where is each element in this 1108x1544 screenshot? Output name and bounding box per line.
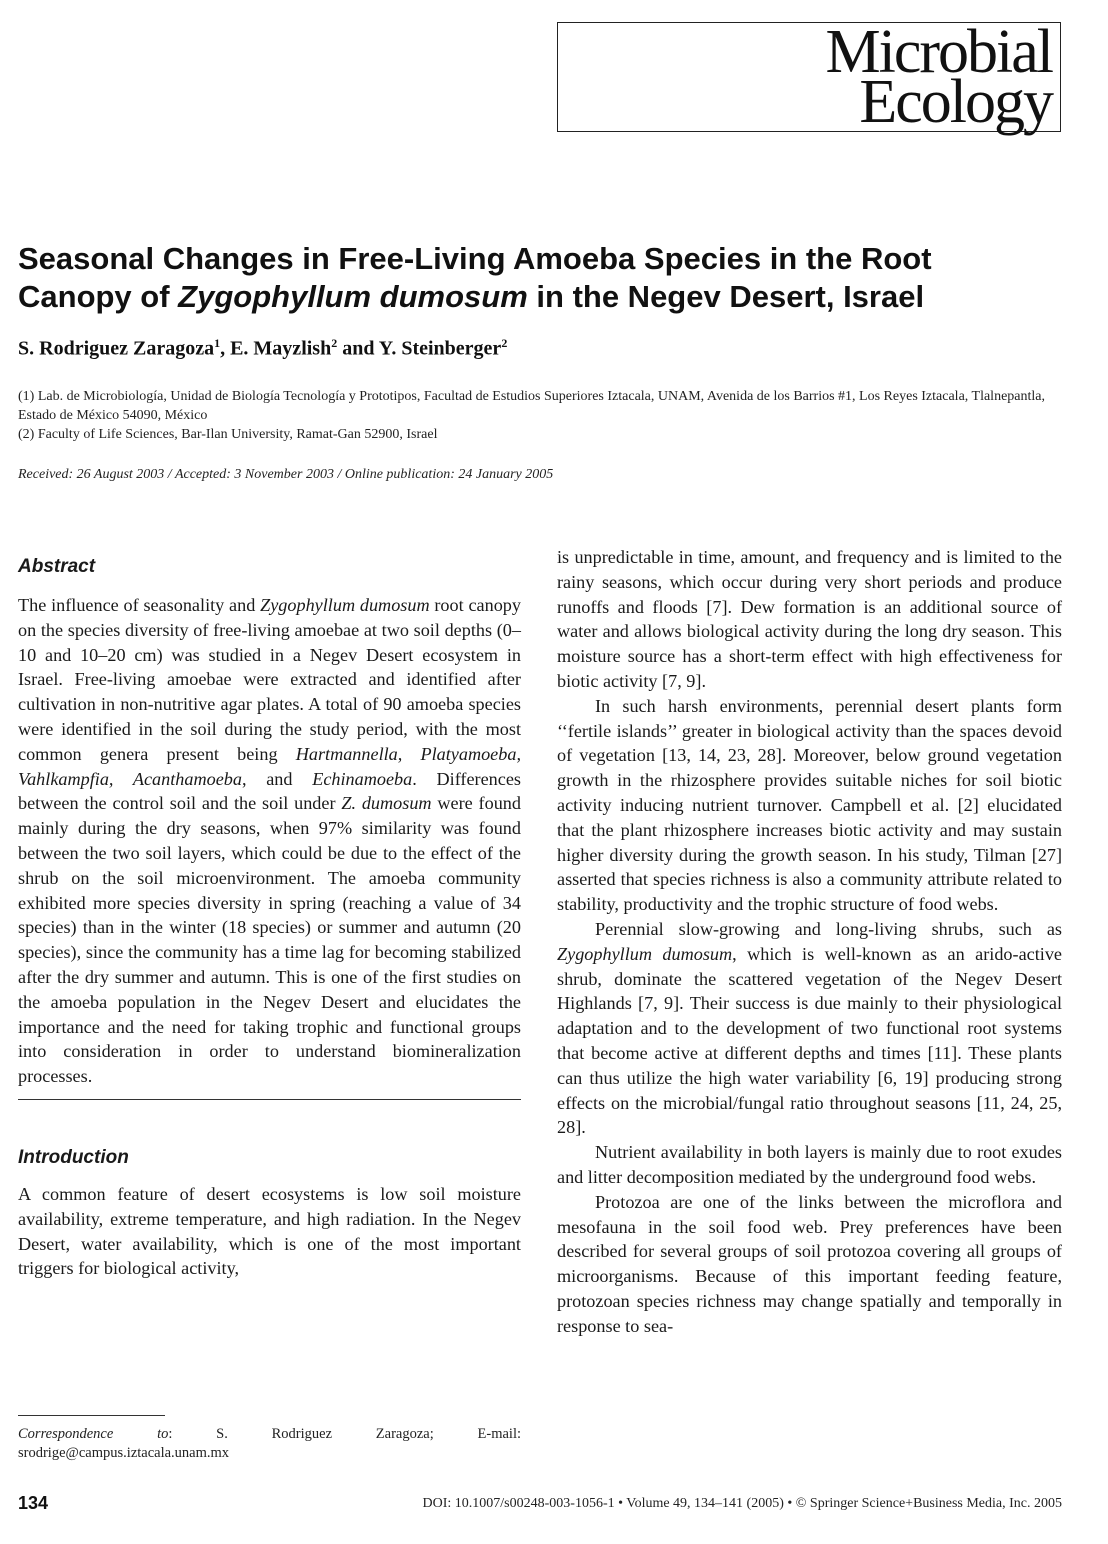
- affiliation-1: (1) Lab. de Microbiología, Unidad de Biología Tecnología y Prototipos, Facultad de Estudios Superiores Iztacala, UNAM, Avenida de los Barrios #1, Los Reyes Iztacala, Tlalnepantla, Estado de México 54090, México: [18, 389, 1045, 423]
- body-paragraph-3: [557, 917, 1062, 1140]
- author-3: Y. Steinberger: [378, 337, 502, 360]
- author-2: E. Mayzlish: [230, 337, 332, 360]
- article-title: [18, 240, 1078, 316]
- abstract-text: [18, 593, 521, 1089]
- author-1: S. Rodriguez Zaragoza: [18, 337, 215, 360]
- body-italic: Zygophyllum dumosum: [557, 943, 733, 964]
- body-paragraph-2: In such harsh environments, perennial desert plants form ‘‘fertile islands’’ greater in biological activity than the spaces devoid of vegetation [13, 14, 23, 28]. Moreover, below ground vegetation growth in the rhizosphere provides suitable niches for soil biotic activity inducing nutrient turnover. Campbell et al. [2] elucidated that the plant rhizosphere increases biotic activity and may sustain higher diversity during the growth season. In his study, Tilman [27] asserted that species richness is also a community attribute related to stability, productivity and the trophic structure of food webs.: [557, 695, 1062, 915]
- body-paragraph-5: Protozoa are one of the links between the microflora and mesofauna in the soil food web. Prey preferences have been described for several groups of soil protozoa covering all groups of microorganisms. Because of this important feeding feature, protozoan species richness may change spatially and temporally in response to sea-: [557, 1191, 1062, 1336]
- body-segment: Perennial slow-growing and long-living shrubs, such as: [595, 918, 1062, 939]
- author-separator: and: [337, 337, 379, 360]
- title-part2: Canopy of: [18, 279, 179, 314]
- citation-footer: DOI: 10.1007/s00248-003-1056-1 • Volume 49, 134–141 (2005) • © Springer Science+Business Media, Inc. 2005: [422, 1496, 1062, 1511]
- body-paragraph-4: Nutrient availability in both layers is mainly due to root exudes and litter decomposition mediated by the underground food webs.: [557, 1142, 1062, 1187]
- title-italic: Zygophyllum dumosum: [178, 279, 528, 314]
- abstract-italic: Zygophyllum dumosum: [260, 595, 430, 615]
- author-list: [18, 336, 507, 361]
- abstract-segment: . Differences between the control soil and the soil under: [18, 768, 521, 814]
- journal-logo-line1: Microbial: [825, 18, 1052, 86]
- title-part1: Seasonal Changes in Free-Living Amoeba Species in the Root: [18, 241, 932, 276]
- publication-dates: Received: 26 August 2003 / Accepted: 3 November 2003 / Online publication: 24 January 2005: [18, 467, 554, 482]
- footnote-text: : S. Rodriguez Zaragoza; E-mail: srodrige@campus.iztacala.unam.mx: [18, 1426, 521, 1461]
- abstract-segment: were found mainly during the dry seasons, when 97% similarity was found between the two soil layers, which could be due to the effect of the shrub on the soil microenvironment. The amoeba community exhibited more species diversity in spring (reaching a value of 34 species) than in the winter (18 species) or summer and autumn (20 species), since the community has a time lag for becoming stabilized after the dry summer and autumn. This is one of the first studies on the amoeba population in the Negev Desert and elucidates the importance and the need for taking trophic and functional groups into consideration in order to understand biomineralization processes.: [18, 793, 521, 1087]
- abstract-divider: [18, 1099, 521, 1100]
- abstract-italic: Z. dumosum: [341, 793, 432, 814]
- author-2-affiliation: 2: [331, 336, 338, 350]
- page-number: 134: [18, 1493, 49, 1513]
- affiliations: [18, 387, 1078, 444]
- affiliation-2: (2) Faculty of Life Sciences, Bar-Ilan University, Ramat-Gan 52900, Israel: [18, 427, 438, 442]
- abstract-heading: Abstract: [18, 556, 96, 577]
- journal-logo: [825, 18, 1053, 136]
- abstract-segment: , and: [241, 768, 313, 789]
- author-3-affiliation: 2: [501, 336, 508, 350]
- left-column: [18, 555, 521, 1281]
- author-1-affiliation: 1: [214, 336, 221, 350]
- introduction-paragraph: A common feature of desert ecosystems is low soil moisture availability, extreme temperature, and high radiation. In the Negev Desert, water availability, which is one of the most important triggers for biological activity,: [18, 1183, 521, 1279]
- journal-logo-box: [557, 18, 1061, 136]
- correspondence-footnote: [18, 1425, 521, 1463]
- abstract-italic: Hartmannella, Platyamoeba, Vahlkampfia, Acanthamoeba: [18, 743, 521, 789]
- author-separator: ,: [220, 337, 231, 360]
- abstract-segment: root canopy on the species diversity of free-living amoebae at two soil depths (0–10 and 10–20 cm) was studied in a Negev Desert ecosystem in Israel. Free-living amoebae were extracted and identified after cultivation in non-nutritive agar plates. A total of 90 amoeba species were identified in the soil during the study period, with the most common genera present being: [18, 595, 521, 764]
- body-segment: , which is well-known as an arido-active shrub, dominate the scattered vegetation of the Negev Desert Highlands [7, 9]. Their success is due mainly to their physiological adaptation and to the development of two functional root systems that become active at different depths and times [11]. These plants can thus utilize the high water variability [6, 19] producing strong effects on the microbial/fungal ratio throughout seasons [11, 24, 25, 28].: [557, 943, 1062, 1138]
- footnote-label: Correspondence to: [18, 1426, 169, 1442]
- title-part3: in the Negev Desert, Israel: [527, 279, 925, 314]
- introduction-heading: Introduction: [18, 1146, 129, 1168]
- body-paragraph-1: is unpredictable in time, amount, and frequency and is limited to the rainy seasons, which occur during very short periods and produce runoffs and floods [7]. Dew formation is an additional source of water and allows biological activity during the long dry season. This moisture source has a short-term effect with high effectiveness for biotic activity [7, 9].: [557, 547, 1062, 691]
- abstract-segment: The influence of seasonality and: [18, 595, 261, 615]
- abstract-italic: Echinamoeba: [312, 768, 413, 789]
- right-column: [557, 545, 1062, 1339]
- footnote-divider: [18, 1415, 165, 1416]
- journal-logo-line2: Ecology: [859, 68, 1052, 136]
